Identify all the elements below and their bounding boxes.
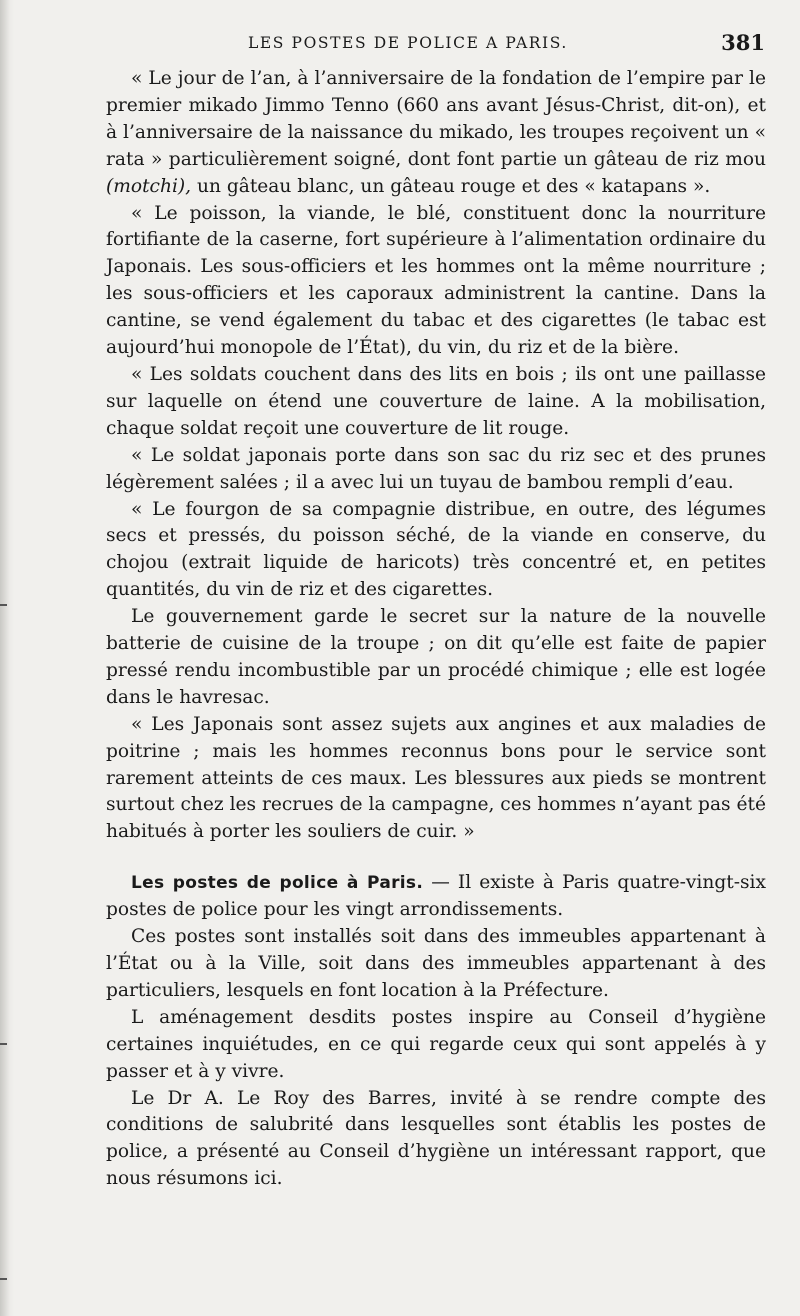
paragraph: [106, 497, 766, 605]
body-text: [106, 66, 766, 1193]
margin-mark: [0, 604, 7, 606]
paragraph: [106, 1086, 766, 1194]
paragraph: [106, 870, 766, 924]
italic-term: (motchi),: [106, 175, 192, 197]
paragraph: [106, 1005, 766, 1086]
paragraph-text: Le Dr A. Le Roy des Barres, invité à se rendre compte des conditions de salubrité dans lesquelles sont établis les postes de police, a présenté au Conseil d’hygiène un intéressant rapport, que nous résumons ici.: [106, 1087, 766, 1190]
section-heading: Les postes de police à Paris.: [131, 873, 424, 894]
paragraph: [106, 201, 766, 362]
paragraph-text: un gâteau blanc, un gâteau rouge et des « katapans ».: [191, 175, 711, 197]
running-head: [110, 30, 765, 60]
paragraph-text: « Les soldats couchent dans des lits en bois ; ils ont une paillasse sur laquelle on étend une couverture de laine. A la mobilisation, chaque soldat reçoit une couverture de lit rouge.: [106, 363, 766, 439]
page-edge-shadow: [0, 0, 14, 1316]
margin-mark: [0, 1043, 7, 1045]
paragraph: [106, 712, 766, 847]
paragraph-text: Le gouvernement garde le secret sur la nature de la nouvelle batterie de cuisine de la troupe ; on dit qu’elle est faite de papier pressé rendu incombustible par un procédé chimique ; elle est logée dans le havresac.: [106, 606, 766, 708]
paragraph: [106, 443, 766, 497]
paragraph: [106, 604, 766, 712]
page-number: 381: [721, 30, 765, 55]
paragraph: [106, 362, 766, 443]
paragraph-text: « Le jour de l’an, à l’anniversaire de la fondation de l’empire par le premier mikado Jimmo Tenno (660 ans avant Jésus-Christ, dit-on), et à l’anniversaire de la naissance du mikado, les troupes reçoivent un « rata » particulièrement soigné, dont font partie un gâteau de riz mou: [106, 68, 766, 170]
margin-mark: [0, 1278, 7, 1280]
section-gap: [106, 846, 766, 870]
paragraph: [106, 924, 766, 1005]
paragraph-text: — Il existe à Paris quatre-vingt-six postes de police pour les vingt arrondissements.: [106, 872, 766, 921]
paragraph-text: « Le soldat japonais porte dans son sac du riz sec et des prunes légèrement salées ; il a avec lui un tuyau de bambou rempli d’eau.: [106, 444, 766, 493]
running-title: LES POSTES DE POLICE A PARIS.: [248, 34, 568, 52]
paragraph: [106, 66, 766, 201]
paragraph-text: « Les Japonais sont assez sujets aux angines et aux maladies de poitrine ; mais les hommes reconnus bons pour le service sont rarement atteints de ces maux. Les blessures aux pieds se montrent surtout chez les recrues de la campagne, ces hommes n’ayant pas été habitués à porter les souliers de cuir. »: [106, 713, 766, 843]
paragraph-text: « Le poisson, la viande, le blé, constituent donc la nourriture fortifiante de la caserne, fort supérieure à l’alimentation ordinaire du Japonais. Les sous-officiers et les hommes ont la même nourriture ; les sous-officiers et les caporaux administrent la cantine. Dans la cantine, se vend également du tabac et des cigarettes (le tabac est aujourd’hui monopole de l’État), du vin, du riz et de la bière.: [106, 202, 766, 359]
paragraph-text: L aménagement desdits postes inspire au Conseil d’hygiène certaines inquiétudes, en ce qui regarde ceux qui sont appelés à y passer et à y vivre.: [106, 1006, 766, 1082]
paragraph-text: Ces postes sont installés soit dans des immeubles appartenant à l’État ou à la Ville, soit dans des immeubles appartenant à des particuliers, lesquels en font location à la Préfecture.: [106, 926, 766, 1001]
paragraph-text: « Le fourgon de sa compagnie distribue, en outre, des légumes secs et pressés, du poisson séché, de la viande en conserve, du chojou (extrait liquide de haricots) très concentré et, en petites quantités, du vin de riz et des cigarettes.: [106, 498, 766, 601]
